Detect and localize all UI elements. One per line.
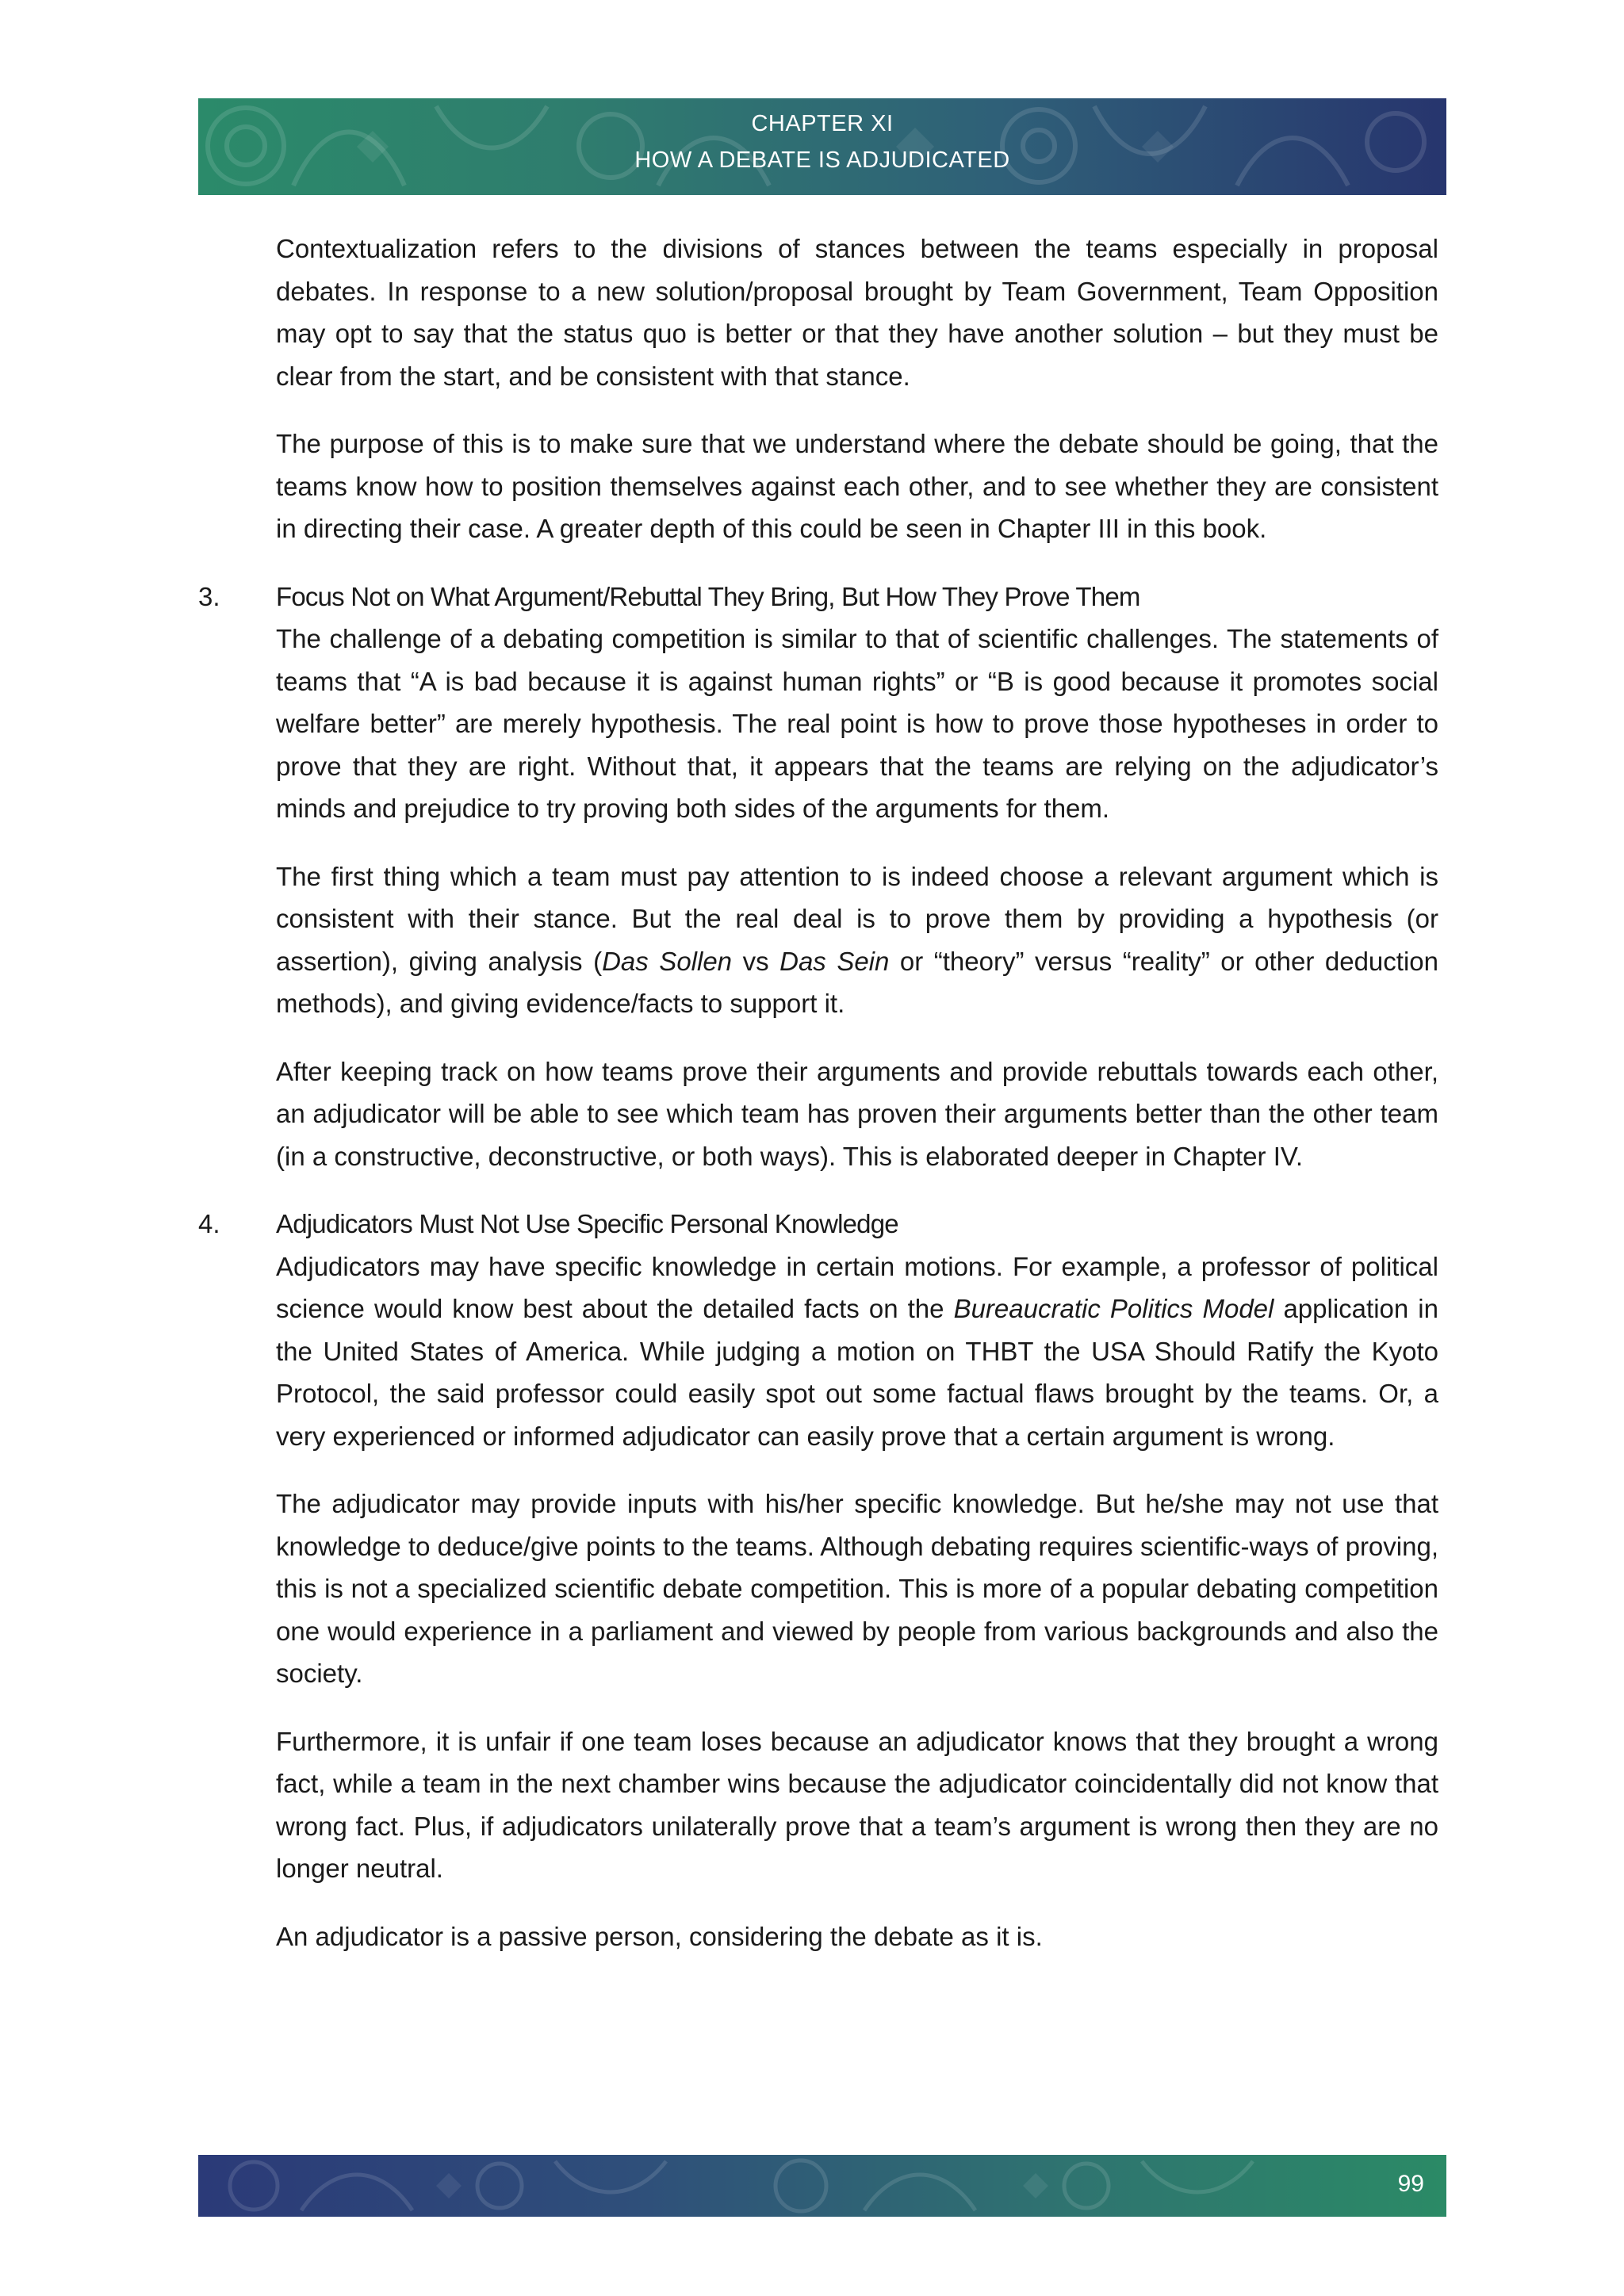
paragraph-inputs: The adjudicator may provide inputs with his/her specific knowledge. But he/she may not use that knowledge to deduce/give points to the teams. Although debating requires scientific-ways of proving, this is not a specialized scientific debate competition. This is more of a popular debating competition one would experience in a parliament and viewed by people from various backgrounds and also the society. — [276, 1489, 1438, 1688]
paragraph-passive: An adjudicator is a passive person, considering the debate as it is. — [276, 1921, 1043, 1951]
section-heading: Focus Not on What Argument/Rebuttal They Bring, But How They Prove Them — [276, 581, 1140, 611]
paragraph-specific-knowledge — [276, 1246, 1438, 1458]
chapter-label: CHAPTER XI — [751, 111, 894, 136]
chapter-title: HOW A DEBATE IS ADJUDICATED — [634, 147, 1010, 173]
text-span: vs — [732, 946, 780, 976]
page-body — [198, 228, 1438, 1983]
paragraph-unfair: Furthermore, it is unfair if one team loses because an adjudicator knows that they brought a wrong fact, while a team in the next chamber wins because the adjudicator coincidentally did not know that wrong fact. Plus, if adjudicators unilaterally prove that a team’s argument is wrong then they are no longer neutral. — [276, 1726, 1438, 1883]
italic-term: Das Sein — [779, 946, 890, 976]
list-item-3 — [198, 576, 1438, 1178]
text-span: Adjudicators may have specific knowledge in certain motions. For example, a professor of political science would know best about the detailed facts on the — [276, 1251, 1438, 1323]
italic-term: Bureaucratic Politics Model — [953, 1294, 1274, 1323]
italic-term: Das Sollen — [602, 946, 733, 976]
list-item-4 — [198, 1203, 1438, 1957]
page-number: 99 — [1397, 2171, 1424, 2197]
page-footer-banner — [198, 2155, 1446, 2217]
section-heading: Adjudicators Must Not Use Specific Personal Knowledge — [276, 1209, 898, 1238]
paragraph-contextualization: Contextualization refers to the divisions of stances between the teams especially in proposal debates. In response to a new solution/proposal brought by Team Government, Team Opposition may opt to say that the status quo is better or that they have another solution – but they must be clear from the start, and be consistent with that stance. — [276, 234, 1438, 391]
text-span: application in the United States of America. While judging a motion on THBT the USA Should Ratify the Kyoto Protocol, the said professor could easily spot out some factual flaws brought by the teams. Or, a very experienced or informed adjudicator can easily prove that a certain argument is wrong. — [276, 1294, 1438, 1451]
ornament-pattern — [198, 2155, 1446, 2217]
list-item-number: 3. — [198, 581, 220, 611]
text-span: or “theory” versus “reality” or other deduction methods), and giving evidence/facts to support it. — [276, 946, 1438, 1018]
list-item-number: 4. — [198, 1209, 220, 1238]
chapter-header-banner — [198, 98, 1446, 195]
paragraph-challenge: The challenge of a debating competition is similar to that of scientific challenges. The statements of teams that “A is bad because it is against human rights” or “B is good because it promotes social welfare better” are merely hypothesis. The real point is how to prove those hypotheses in order to prove that they are right. Without that, it appears that the teams are relying on the adjudicator’s minds and prejudice to try proving both sides of the arguments for them. — [276, 624, 1438, 823]
paragraph-keeping-track: After keeping track on how teams prove their arguments and provide rebuttals towards each other, an adjudicator will be able to see which team has proven their arguments better than the other team (in a constructive, deconstructive, or both ways). This is elaborated deeper in Chapter IV. — [276, 1056, 1438, 1171]
paragraph-first-thing — [276, 855, 1438, 1025]
paragraph-purpose: The purpose of this is to make sure that we understand where the debate should be going, that the teams know how to position themselves against each other, and to see whether they are consistent in directing their case. A greater depth of this could be seen in Chapter III in this book. — [276, 429, 1438, 543]
text-span: The first thing which a team must pay attention to is indeed choose a relevant argument which is consistent with their stance. But the real deal is to prove them by providing a hypothesis (or assertion), giving analysis ( — [276, 861, 1438, 976]
